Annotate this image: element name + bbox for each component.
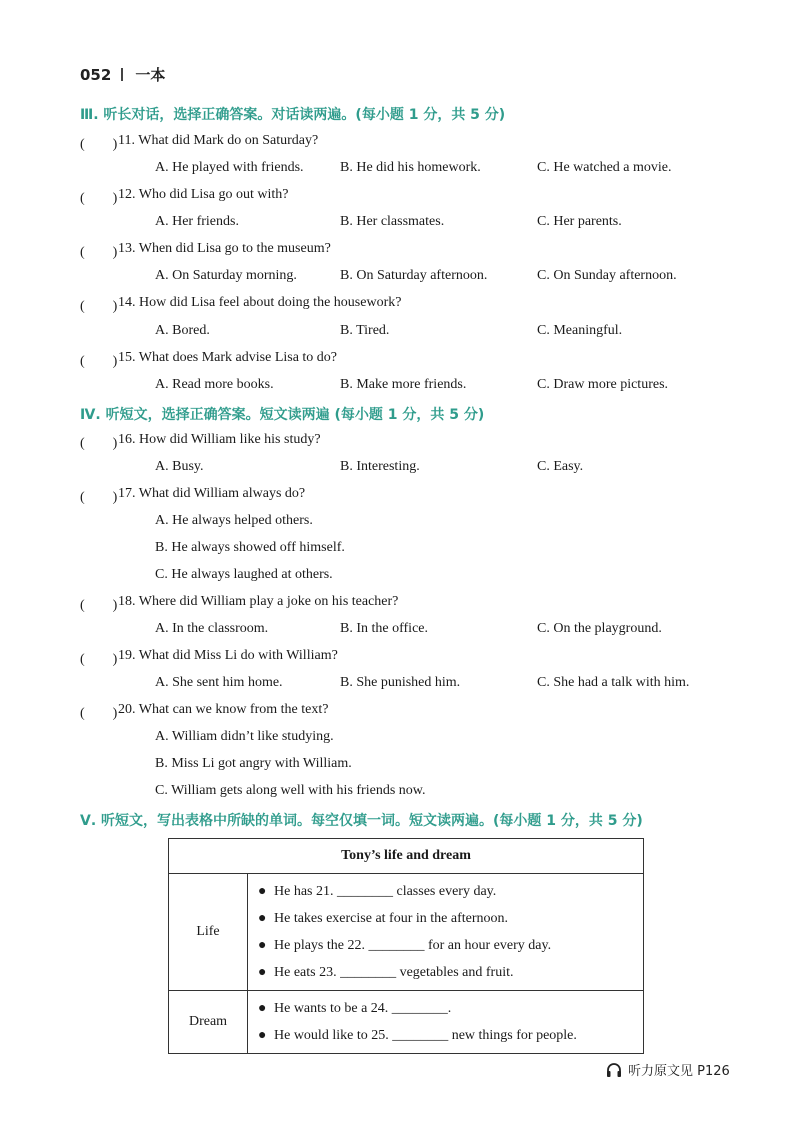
question-12: 12. Who did Lisa go out with? (118, 187, 289, 202)
dream-label: Dream (169, 991, 248, 1054)
bullet-icon: ● (258, 884, 267, 899)
bullet-icon: ● (258, 911, 267, 926)
q18-option-a: A. In the classroom. (155, 621, 269, 636)
question-11: 11. What did Mark do on Saturday? (118, 133, 319, 148)
q20-option-a: A. William didn’t like studying. (155, 729, 334, 744)
section-3-title: Ⅲ. 听长对话，选择正确答案。对话读两遍。(每小题 1 分，共 5 分) (80, 107, 506, 123)
section-4-title: Ⅳ. 听短文，选择正确答案。短文读两遍 (每小题 1 分，共 5 分) (80, 407, 485, 423)
answer-blank-20: ( ) (80, 706, 118, 721)
bullet-icon: ● (258, 938, 267, 953)
q13-option-a: A. On Saturday morning. (155, 268, 297, 283)
q11-option-b: B. He did his homework. (340, 160, 481, 175)
answer-blank-17: ( ) (80, 490, 118, 505)
question-18: 18. Where did William play a joke on his teacher? (118, 594, 399, 609)
q16-option-c: C. Easy. (537, 459, 584, 474)
answer-blank-16: ( ) (80, 436, 118, 451)
q20-option-c: C. William gets along well with his friends now. (155, 783, 426, 798)
footer-text: 听力原文见 P126 (628, 1064, 730, 1079)
q13-option-c: C. On Sunday afternoon. (537, 268, 677, 283)
q13-option-b: B. On Saturday afternoon. (340, 268, 488, 283)
headphones-icon (606, 1062, 622, 1078)
q19-option-c: C. She had a talk with him. (537, 675, 690, 690)
dream-item-text: He wants to be a 24. ________. (274, 1001, 452, 1016)
page-header (80, 64, 165, 85)
q17-option-a: A. He always helped others. (155, 513, 313, 528)
q14-option-a: A. Bored. (155, 323, 210, 338)
q14-option-b: B. Tired. (340, 323, 390, 338)
q14-option-c: C. Meaningful. (537, 323, 623, 338)
life-item-text: He takes exercise at four in the afternoon. (274, 911, 509, 926)
life-item (258, 878, 643, 905)
q12-option-b: B. Her classmates. (340, 214, 445, 229)
answer-blank-14: ( ) (80, 299, 118, 314)
tony-life-dream-table (168, 838, 644, 1054)
life-items (248, 874, 644, 991)
q11-option-c: C. He watched a movie. (537, 160, 672, 175)
life-label: Life (169, 874, 248, 991)
table-heading: Tony’s life and dream (169, 839, 644, 874)
dream-items (248, 991, 644, 1054)
q19-option-a: A. She sent him home. (155, 675, 283, 690)
q15-option-a: A. Read more books. (155, 377, 274, 392)
dream-item (258, 1022, 643, 1049)
q16-option-a: A. Busy. (155, 459, 204, 474)
q19-option-b: B. She punished him. (340, 675, 461, 690)
section-5-title: Ⅴ. 听短文，写出表格中所缺的单词。每空仅填一词。短文读两遍。(每小题 1 分，共 5 分) (80, 813, 643, 829)
q15-option-b: B. Make more friends. (340, 377, 467, 392)
q12-option-c: C. Her parents. (537, 214, 622, 229)
q18-option-c: C. On the playground. (537, 621, 662, 636)
q12-option-a: A. Her friends. (155, 214, 239, 229)
answer-blank-15: ( ) (80, 354, 118, 369)
q16-option-b: B. Interesting. (340, 459, 420, 474)
life-item-text: He has 21. ________ classes every day. (274, 884, 497, 899)
bullet-icon: ● (258, 1001, 267, 1016)
answer-blank-11: ( ) (80, 137, 118, 152)
question-14: 14. How did Lisa feel about doing the housework? (118, 295, 402, 310)
brand-name: 一本 (135, 66, 166, 84)
bullet-icon: ● (258, 1028, 267, 1043)
header-divider (121, 68, 123, 81)
life-item (258, 959, 643, 986)
q15-option-c: C. Draw more pictures. (537, 377, 669, 392)
q18-option-b: B. In the office. (340, 621, 428, 636)
footer-note (606, 1060, 730, 1079)
life-item-text: He eats 23. ________ vegetables and fruit. (274, 965, 514, 980)
q11-option-a: A. He played with friends. (155, 160, 304, 175)
q20-option-b: B. Miss Li got angry with William. (155, 756, 352, 771)
question-19: 19. What did Miss Li do with William? (118, 648, 338, 663)
life-item-text: He plays the 22. ________ for an hour every day. (274, 938, 552, 953)
bullet-icon: ● (258, 965, 267, 980)
question-15: 15. What does Mark advise Lisa to do? (118, 350, 338, 365)
answer-blank-12: ( ) (80, 191, 118, 206)
answer-blank-18: ( ) (80, 598, 118, 613)
answer-blank-13: ( ) (80, 245, 118, 260)
answer-blank-19: ( ) (80, 652, 118, 667)
page-number: 052 (80, 66, 112, 84)
question-13: 13. When did Lisa go to the museum? (118, 241, 331, 256)
dream-item-text: He would like to 25. ________ new things for people. (274, 1028, 577, 1043)
q17-option-c: C. He always laughed at others. (155, 567, 333, 582)
dream-item (258, 995, 643, 1022)
life-item (258, 932, 643, 959)
question-20: 20. What can we know from the text? (118, 702, 329, 717)
question-16: 16. How did William like his study? (118, 432, 321, 447)
q17-option-b: B. He always showed off himself. (155, 540, 345, 555)
question-17: 17. What did William always do? (118, 486, 306, 501)
life-item (258, 905, 643, 932)
